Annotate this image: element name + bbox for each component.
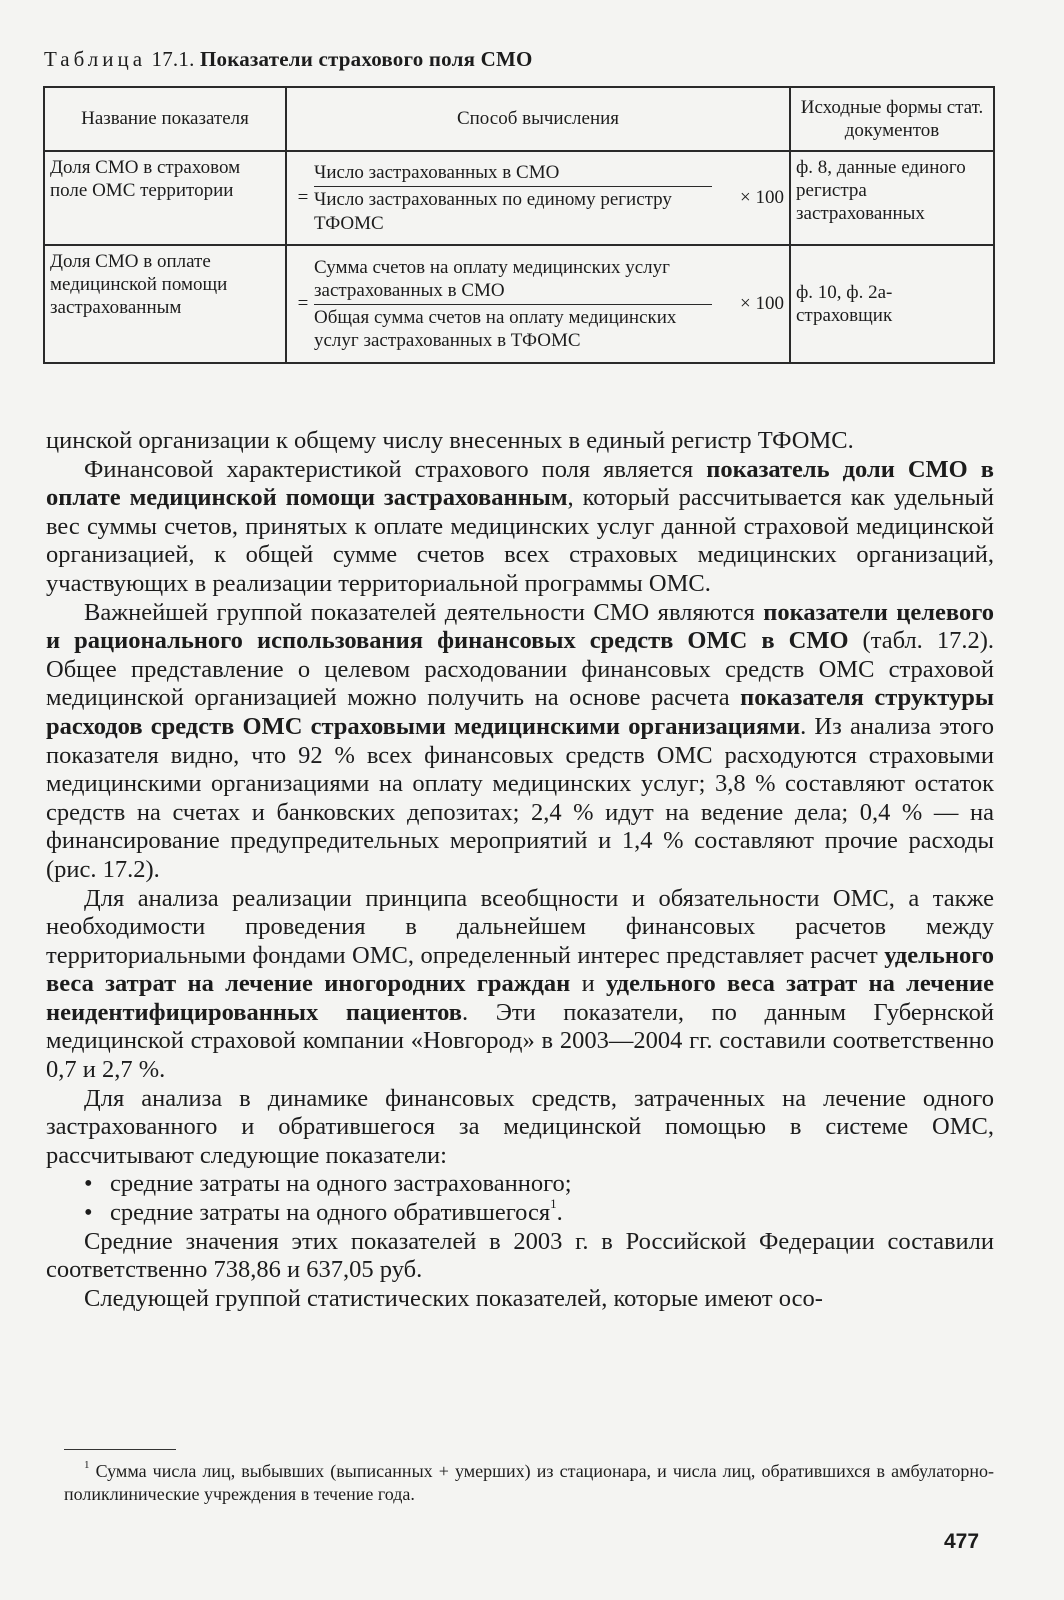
equals-sign: =: [297, 187, 309, 209]
footnote-divider: [64, 1449, 176, 1450]
text-run: .: [556, 1199, 563, 1227]
paragraph: Средние значения этих показателей в 2003 г. в Российской Федерации составили соответственно 738,86 и 637,05 руб.: [46, 1227, 994, 1284]
paragraph: [46, 885, 994, 1085]
indicators-table: [43, 86, 995, 364]
paragraph: цинской организации к общему числу внесенных в единый регистр ТФОМС.: [46, 427, 854, 454]
denominator: Общая сумма счетов на оплату медицинских услуг застрахованных в ТФОМС: [314, 307, 677, 352]
row-formula: [286, 151, 790, 245]
bold-term: удельного веса затрат на лечение неидентифицированных пациентов: [46, 970, 994, 1026]
bold-term: удельного веса затрат на лечение иногородних граждан: [46, 941, 994, 998]
text-run: . Из анализа этого показателя видно, что 92 % всех финансовых средств ОМС расходуются страховыми медицинскими организациями на оплату медицинских услуг; 3,8 % составляют остаток средств на счетах и банковских депозитах; 2,4 % идут на ведение дела; 0,4 % — на финансирование предупредительных мероприятий и 1,4 % составляют прочие расходы (рис. 17.2).: [46, 712, 994, 883]
text-run: (табл. 17.2). Общее представление о целевом расходовании финансовых средств ОМС страховой медицинской организацией можно получить на основе расчета: [46, 627, 994, 712]
list-item: [46, 1196, 994, 1228]
row-source: ф. 8, данные единого регистра застрахованных: [790, 151, 994, 245]
text-run: Финансовой характеристикой страхового поля является: [84, 455, 707, 483]
bold-term: показателя структуры расходов средств ОМС страховыми медицинскими организациями: [46, 684, 995, 740]
bullet-list: [46, 1170, 994, 1227]
table-header-row: [44, 87, 994, 151]
denominator: Число застрахованных по единому регистру ТФОМС: [314, 189, 672, 234]
table-row: [44, 245, 994, 363]
page-number: 477: [944, 1530, 980, 1553]
paragraph: Для анализа в динамике финансовых средств, затраченных на лечение одного застрахованного и обратившегося за медицинской помощью в системе ОМС, рассчитывают следующие показатели:: [46, 1084, 994, 1169]
body-text: [46, 427, 994, 1313]
numerator: Число застрахованных в СМО: [314, 161, 712, 187]
text-run: Для анализа реализации принципа всеобщности и обязательности ОМС, а также необходимости проведения в дальнейшем финансовых расчетов между территориальными фондами ОМС, определенный интерес представляет расчет: [46, 884, 994, 969]
footnote: [64, 1460, 994, 1506]
text-run: , который рассчитывается как удельный вес суммы счетов, принятых к оплате медицинских услуг данной страховой медицинской организацией, к общей сумме счетов всех страховых медицинских организаций, участвующих в реализации территориальной программы ОМС.: [46, 484, 995, 597]
fraction: [314, 161, 712, 235]
text-run: Важнейшей группой показателей деятельности СМО являются: [84, 598, 764, 626]
equals-sign: =: [297, 293, 309, 315]
list-item-text: средние затраты на одного обратившегося: [110, 1199, 551, 1227]
fraction: [314, 256, 712, 353]
table-row: [44, 151, 994, 245]
paragraph: [46, 599, 994, 885]
header-method: Способ вычисления: [286, 87, 790, 151]
row-name: Доля СМО в оплате медицинской помощи застрахованным: [44, 245, 286, 363]
row-source: ф. 10, ф. 2а-страховщик: [790, 245, 994, 363]
header-name: Название показателя: [44, 87, 286, 151]
multiplier: × 100: [740, 187, 784, 209]
row-formula: [286, 245, 790, 363]
bullet-icon: •: [84, 1199, 93, 1227]
paragraph: Следующей группой статистических показателей, которые имеют осо-: [84, 1284, 823, 1312]
bold-term: показатели целевого и рационального использования финансовых средств ОМС в СМО: [46, 598, 994, 655]
multiplier: × 100: [740, 293, 784, 315]
caption-prefix: Таблица: [44, 47, 147, 71]
numerator: Сумма счетов на оплату медицинских услуг застрахованных в СМО: [314, 256, 712, 305]
caption-title: Показатели страхового поля СМО: [199, 47, 533, 71]
text-run: и: [570, 970, 606, 998]
caption-number: 17.1.: [151, 47, 195, 71]
text-run: . Эти показатели, по данным Губернской медицинской страховой компании «Новгород» в 2003—2004 гг. составили соответственно 0,7 и 2,7 %.: [46, 998, 994, 1084]
list-item: [46, 1170, 994, 1199]
footnote-ref: 1: [550, 1196, 557, 1212]
table-caption: [44, 47, 533, 72]
paragraph: [46, 456, 994, 599]
footnote-mark: 1: [84, 1459, 90, 1471]
header-source: Исходные формы стат. документов: [790, 87, 994, 151]
bullet-icon: •: [84, 1170, 93, 1198]
list-item-text: средние затраты на одного застрахованного;: [110, 1170, 572, 1198]
footnote-text: Сумма числа лиц, выбывших (выписанных + умерших) из стационара, и числа лиц, обратившихся в амбулаторно-поликлинические учреждения в течение года.: [64, 1461, 994, 1504]
bold-term: показатель доли СМО в оплате медицинской помощи застрахованным: [46, 455, 994, 512]
row-name: Доля СМО в страховом поле ОМС территории: [44, 151, 286, 245]
